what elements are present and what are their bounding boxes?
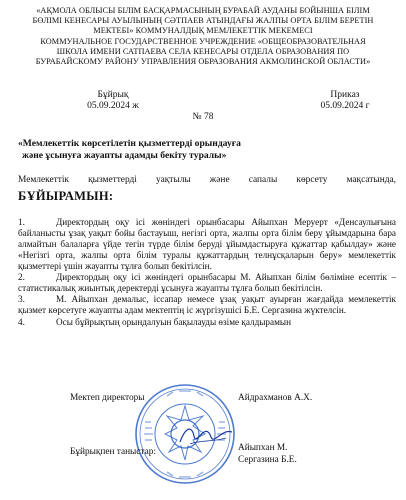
order-date-kz: 05.09.2024 ж [87,101,139,111]
header-line: ШКОЛА ИМЕНИ САТПАЕВА СЕЛА КЕНЕСАРЫ ОТДЕЛА ОБРАЗОВАНИЯ ПО [56,46,350,56]
order-items [18,217,396,328]
order-ru-block [290,90,400,112]
header-line: МЕКТЕБІ» КОММУНАЛДЫҚ МЕМЛЕКЕТТІК МЕКЕМЕСІ [93,26,313,36]
acquainted-label: Бұйрықпен таныстар: [70,447,156,457]
item-number: 3. [18,294,25,305]
order-item [18,317,396,328]
acquainted-name: Сергазина Б.Е. [238,454,297,465]
title-line: және ұсынуға жауапты адамды бекіту туралы» [22,150,227,161]
director-label: Мектеп директоры [70,393,145,403]
item-number: 2. [18,272,25,283]
header-line: БУРАБАЙСКОМУ РАЙОНУ УПРАВЛЕНИЯ ОБРАЗОВАНИЯ АКМОЛИНСКОЙ ОБЛАСТИ» [35,57,371,67]
document-header [10,6,396,67]
header-line: КОММУНАЛЬНОЕ ГОСУДАРСТВЕННОЕ УЧРЕЖДЕНИЕ «ОБЩЕОБРАЗОВАТЕЛЬНАЯ [40,36,366,46]
order-date-ru: 05.09.2024 г [320,101,370,111]
order-type-kz: Бұйрық [97,90,129,100]
item-number: 4. [18,316,25,327]
director-name: Айдрахманов А.Х. [238,393,313,403]
item-text: Директордың оқу ісі жөніндегі орынбасары Айыпхан Меруерт «Денсаулығына байланысты ұзақ уақыт бойы бастауыш, негізгі орта, жалпы орта білім беру ұйымдарына бара алмайтын балаларға үйде тегін түрде білім беруді ұйымдастыруға құжаттар қабылдау» және «Негізгі орта, жалпы орта білім туралы құжаттардың телнұсқаларын беру» мемлекеттік қызметтері үшін жауапты тұлға болып бекітілсін. [18,217,396,271]
order-kz-block [58,90,168,112]
order-item [18,294,396,316]
item-number: 1. [18,217,25,227]
item-text: Директордың оқу ісі жөніндегі орынбасары М. Айыпхан білім бөліміне есептік – статистикалық жиынтық деректерді ұсынуға жауапты тұлға болып бекітілсін. [18,272,396,293]
decree-word: БҰЙЫРАМЫН: [18,189,114,203]
order-number: № 78 [192,112,214,122]
item-text: М. Айыпхан демалыс, іссапар немесе ұзақ уақыт ауырған жағдайда мемлекеттік қызмет көрсетуге жауапты адам мектептің іс жүргізушісі Б.Е. Сергазина жүктелсін. [18,294,396,316]
intro-text: Мемлекеттік қызметтерді уақтылы және сапалы көрсету мақсатында, [18,175,396,185]
order-item [18,217,396,272]
acquainted-name: Айыпхан М. [238,443,288,453]
title-line: «Мемлекеттік көрсетілетін қызметтерді орындауға [18,138,241,149]
order-type-ru: Приказ [330,90,360,100]
order-item [18,272,396,294]
header-line: БӨЛІМІ КЕНЕСАРЫ АУЫЛЫНЫҢ СӘТПАЕВ АТЫНДАҒЫ ЖАЛПЫ ОРТА БІЛІМ БЕРЕТІН [32,16,374,26]
acquainted-names [238,443,297,466]
director-signature-icon [176,420,236,450]
header-line: «АҚМОЛА ОБЛЫСЫ БІЛІМ БАСҚАРМАСЫНЫҢ БУРАБАЙ АУДАНЫ БОЙЫНША БІЛІМ [36,6,370,15]
item-text: Осы бұйрықтың орындалуын бақылауды өзіме қалдырамын [56,316,292,327]
document-title [18,138,388,162]
